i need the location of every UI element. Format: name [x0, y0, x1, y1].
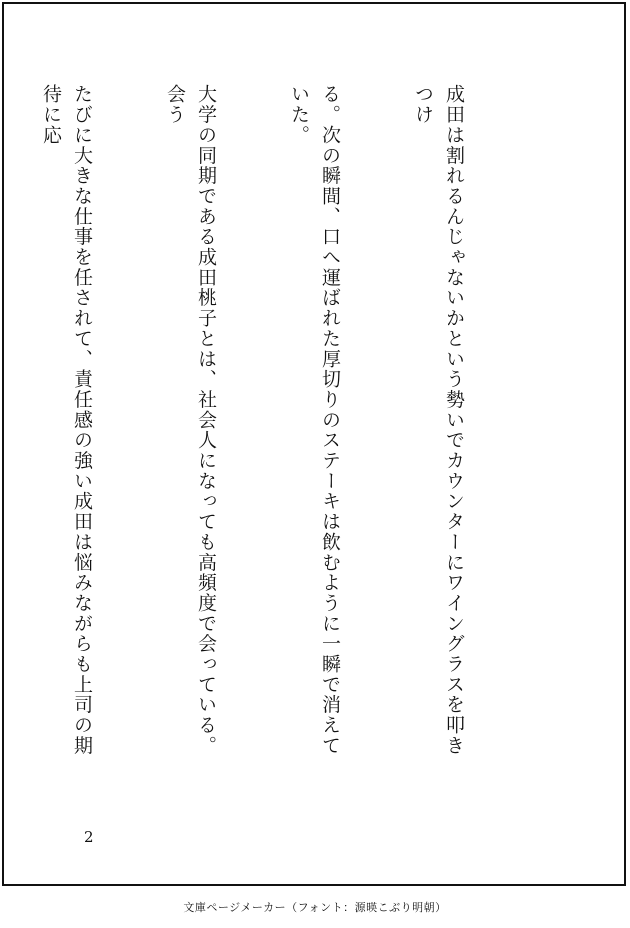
text-line: 大学の同期である成田桃子とは、社会人になっても高頻度で会っている。会う [164, 84, 217, 756]
footer-credit: 文庫ページメーカー（フォント：源暎こぶり明朝） [183, 901, 447, 914]
text-line: 成田は割れるんじゃないかという勢いでカウンターにワイングラスを叩きつけ [412, 84, 465, 756]
page-frame [2, 2, 626, 886]
page-number: 2 [84, 828, 94, 846]
text-line: たびに大きな仕事を任されて、責任感の強い成田は悩みながらも上司の期待に応 [40, 84, 93, 756]
text-line: る。次の瞬間、口へ運ばれた厚切りのステーキは飲むように一瞬で消えていた。 [288, 84, 341, 756]
vertical-body-text [40, 84, 531, 764]
